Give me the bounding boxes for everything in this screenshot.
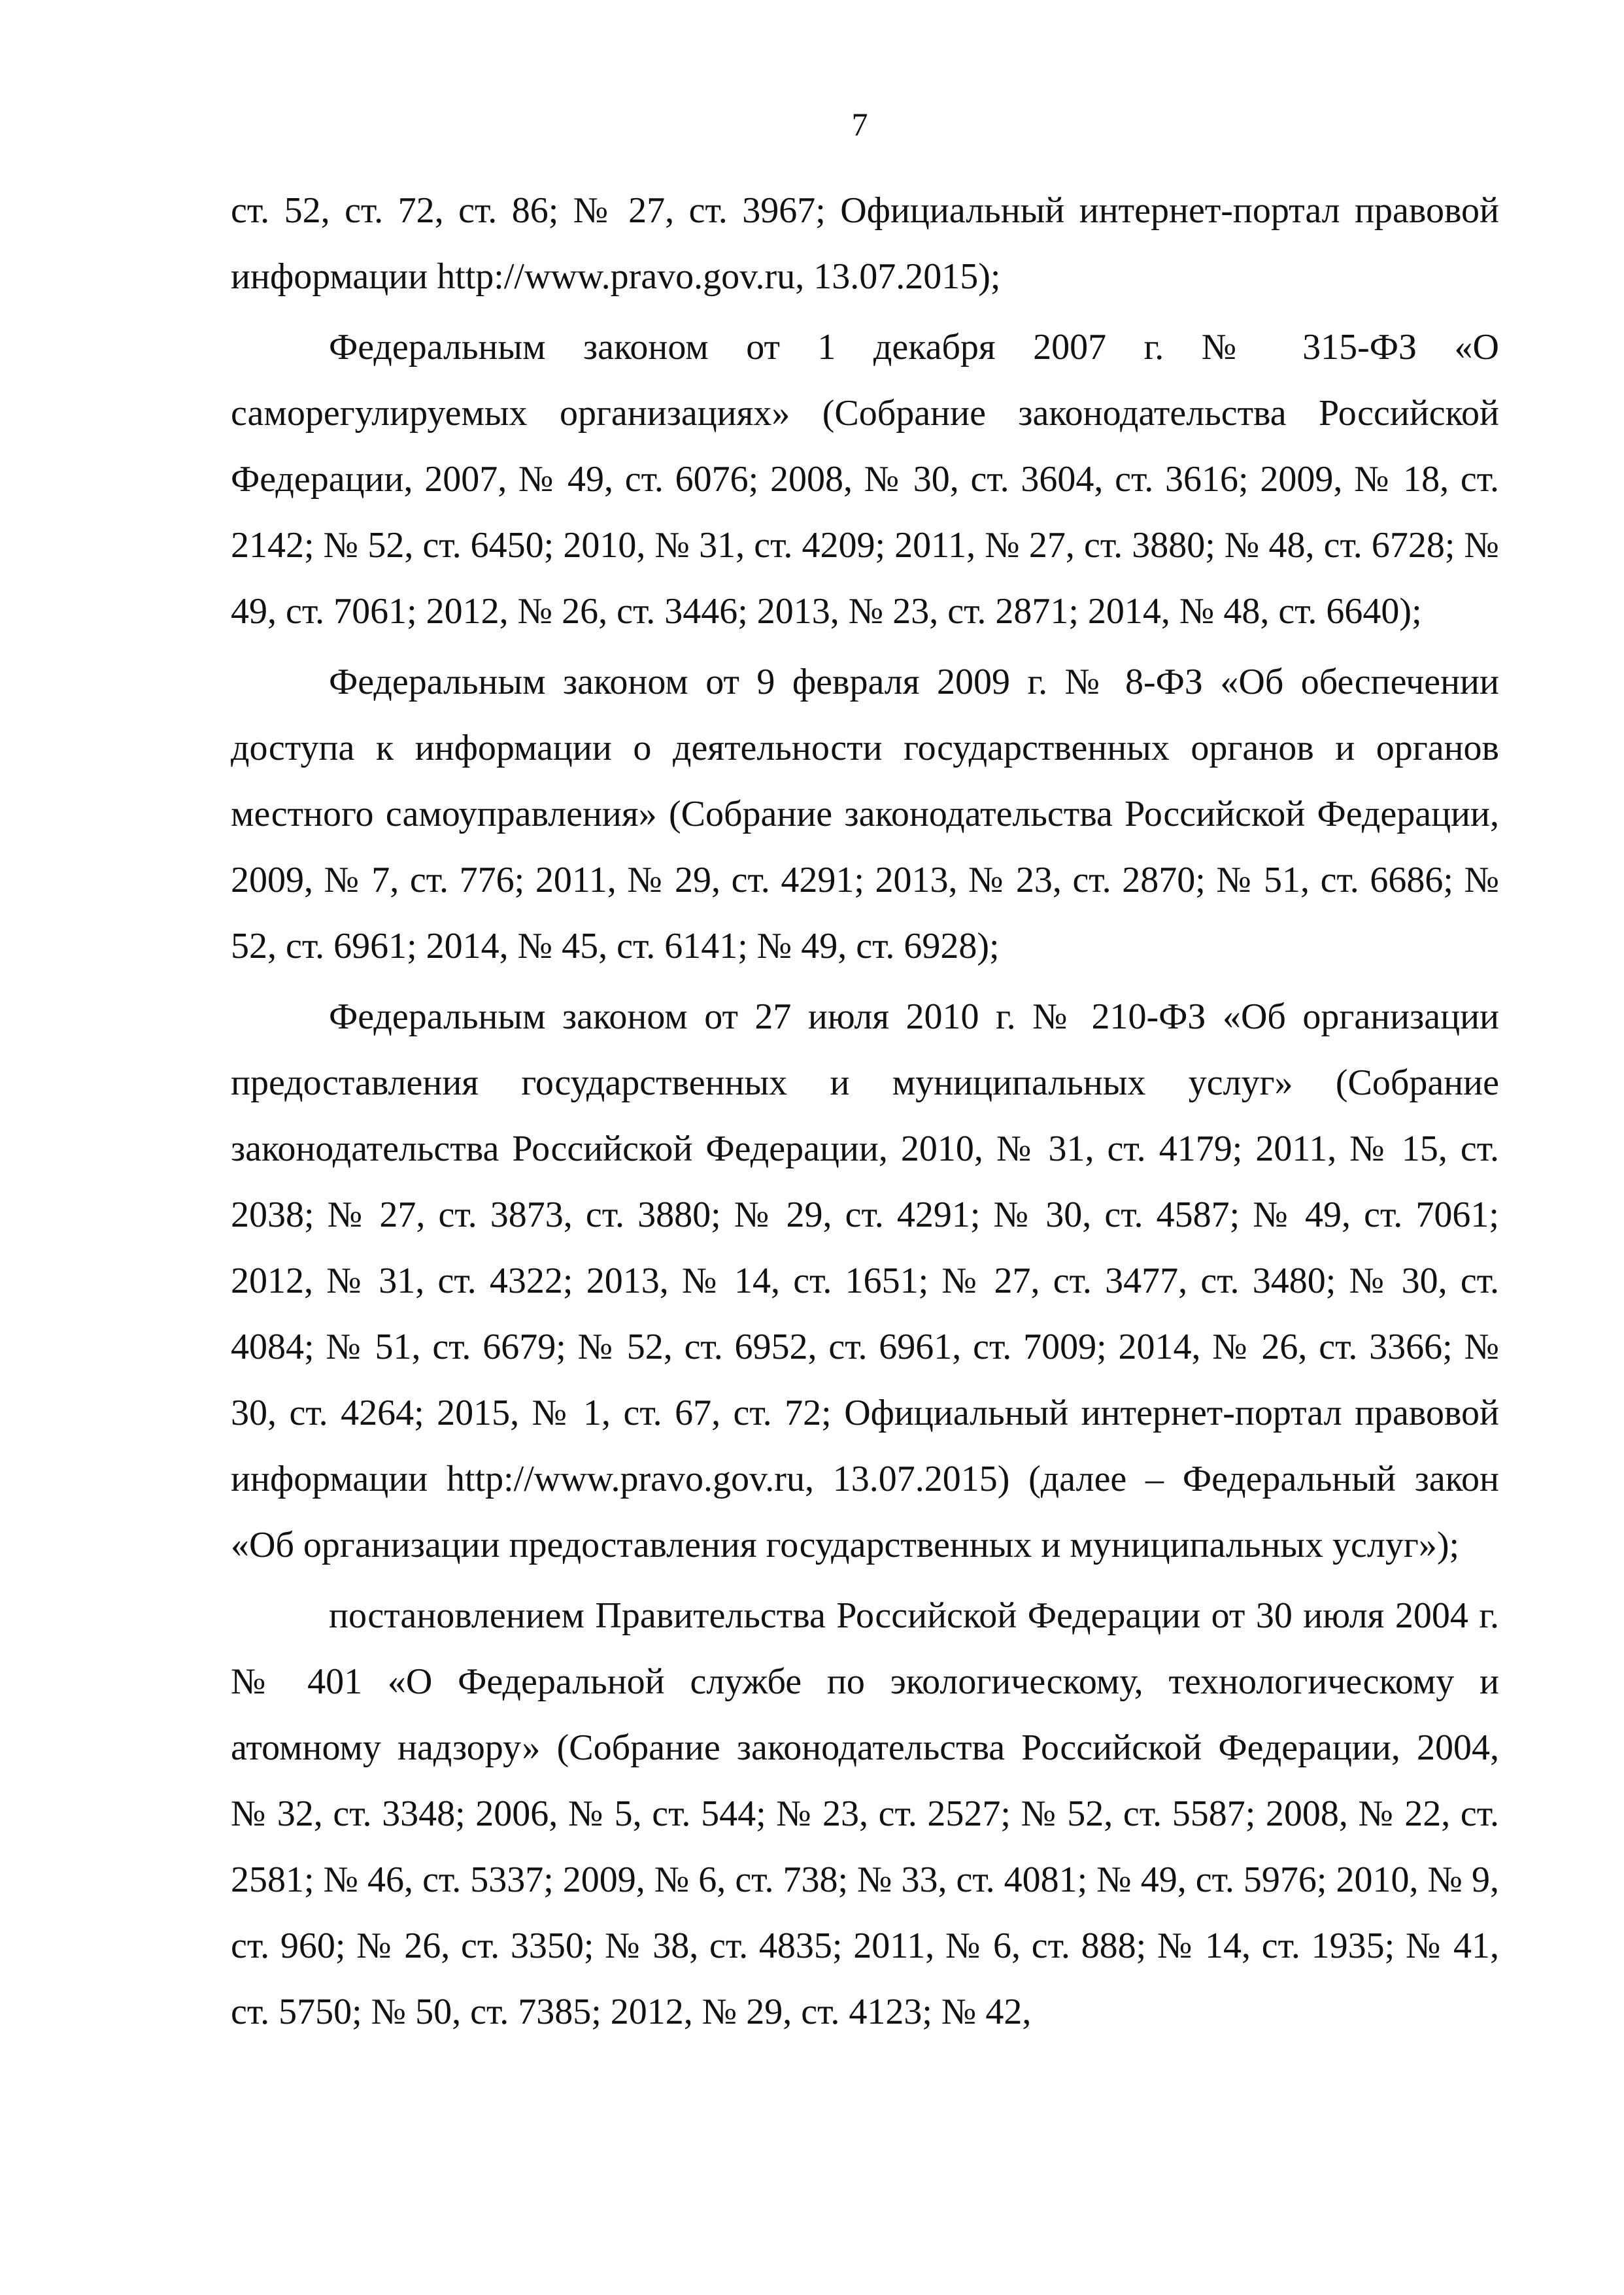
paragraph-law-210-fz: Федеральным законом от 27 июля 2010 г. № 210-ФЗ «Об организации предоставления государственных и муниципальных услуг» (Собрание законодательства Российской Федерации, 2010, № 31, ст. 4179; 2011, № 15, ст. 2038; № 27, ст. 3873, ст. 3880; № 29, ст. 4291; № 30, ст. 4587; № 49, ст. 7061; 2012, № 31, ст. 4322; 2013, № 14, ст. 1651; № 27, ст. 3477, ст. 3480; № 30, ст. 4084; № 51, ст. 6679; № 52, ст. 6952, ст. 6961, ст. 7009; 2014, № 26, ст. 3366; № 30, ст. 4264; 2015, № 1, ст. 67, ст. 72; Официальный интернет-портал правовой информации http://www.pravo.gov.ru, 13.07.2015) (далее – Федеральный закон «Об организации предоставления государственных и муниципальных услуг»); — [231, 996, 1499, 1565]
document-body — [231, 178, 1499, 2050]
paragraph-law-315-fz: Федеральным законом от 1 декабря 2007 г. № 315-ФЗ «О саморегулируемых организациях» (Собрание законодательства Российской Федерации, 2007, № 49, ст. 6076; 2008, № 30, ст. 3604, ст. 3616; 2009, № 18, ст. 2142; № 52, ст. 6450; 2010, № 31, ст. 4209; 2011, № 27, ст. 3880; № 48, ст. 6728; № 49, ст. 7061; 2012, № 26, ст. 3446; 2013, № 23, ст. 2871; 2014, № 48, ст. 6640); — [231, 327, 1499, 632]
paragraph-law-8-fz: Федеральным законом от 9 февраля 2009 г. № 8-ФЗ «Об обеспечении доступа к информации о деятельности государственных органов и органов местного самоуправления» (Собрание законодательства Российской Федерации, 2009, № 7, ст. 776; 2011, № 29, ст. 4291; 2013, № 23, ст. 2870; № 51, ст. 6686; № 52, ст. 6961; 2014, № 45, ст. 6141; № 49, ст. 6928); — [231, 662, 1499, 966]
page-number: 7 — [851, 106, 868, 143]
paragraph-resolution-401: постановлением Правительства Российской Федерации от 30 июля 2004 г. № 401 «О Федеральной службе по экологическому, технологическому и атомному надзору» (Собрание законодательства Российской Федерации, 2004, № 32, ст. 3348; 2006, № 5, ст. 544; № 23, ст. 2527; № 52, ст. 5587; 2008, № 22, ст. 2581; № 46, ст. 5337; 2009, № 6, ст. 738; № 33, ст. 4081; № 49, ст. 5976; 2010, № 9, ст. 960; № 26, ст. 3350; № 38, ст. 4835; 2011, № 6, ст. 888; № 14, ст. 1935; № 41, ст. 5750; № 50, ст. 7385; 2012, № 29, ст. 4123; № 42, — [231, 1595, 1499, 2032]
paragraph-continuation: ст. 52, ст. 72, ст. 86; № 27, ст. 3967; Официальный интернет-портал правовой информации http://www.pravo.gov.ru, 13.07.2015); — [231, 190, 1499, 297]
